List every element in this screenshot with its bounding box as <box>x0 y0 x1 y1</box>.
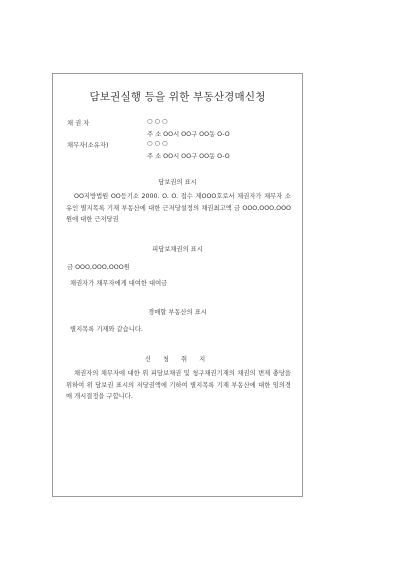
creditor-address: 주 소 OO시 OO구 OO동 O-O <box>147 131 230 138</box>
application-purpose-heading: 신 청 취 지 <box>144 356 211 363</box>
debtor-label: 채무자(소유자) <box>67 142 109 149</box>
creditor-name: ○ ○ ○ <box>147 118 168 125</box>
debtor-block <box>67 140 287 164</box>
document-page <box>52 73 303 497</box>
creditor-block <box>67 118 287 142</box>
property-heading: 경매할 부동산의 표시 <box>148 309 207 316</box>
secured-claim-heading: 피담보채권의 표시 <box>152 246 203 253</box>
collateral-text: OO지방법원 OO등기소 2000. O. O. 접수 제OOO호로서 채권자가 채무자 소유인 별지목록 기재 부동산에 대한 근저당설정의 채권최고액 금 OOO,OOO,OOO원에 대한 근저당권 <box>66 193 291 223</box>
secured-claim-description: 채권자가 채무자에게 대여한 대여금 <box>70 280 168 287</box>
application-purpose-text: 채권자의 채무자에 대한 위 피담보채권 및 청구채권기재의 채권의 변제 충당을 위하여 위 담보권 표시의 저당권액에 기하여 별지목록 기재 부동산에 대한 임의경매 개시결정을 구합니다. <box>66 370 291 400</box>
creditor-label: 채 권 자 <box>67 120 90 127</box>
debtor-name: ○ ○ ○ <box>147 140 168 147</box>
debtor-address: 주 소 OO시 OO구 OO동 O-O <box>147 153 230 160</box>
document-title: 담보권실행 등을 위한 부동산경매신청 <box>89 91 266 103</box>
secured-claim-amount: 금 OOO,OOO,OOO원 <box>67 264 130 271</box>
collateral-heading: 담보권의 표시 <box>158 179 197 186</box>
property-description: 별지목록 기재와 같습니다. <box>70 326 143 333</box>
